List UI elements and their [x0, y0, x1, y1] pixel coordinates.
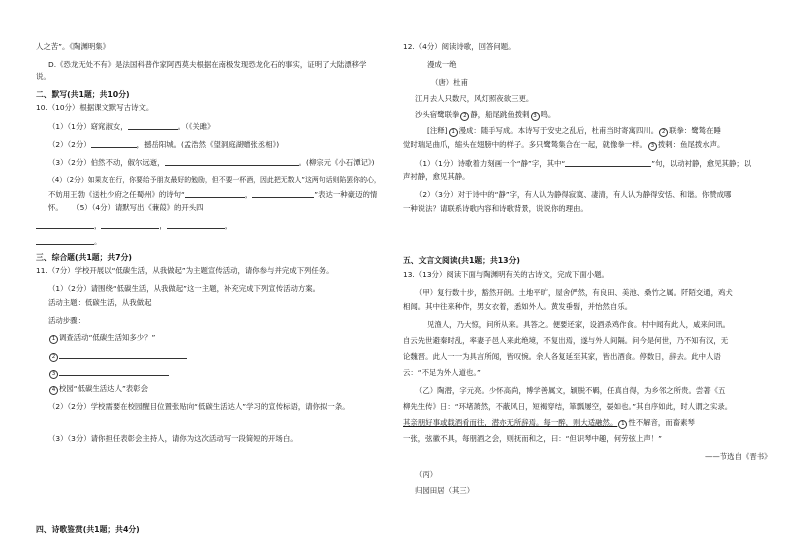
question-12-1-cont: 声衬静，愈见其静。	[403, 172, 470, 181]
passage-yi: 柳先生传》日：“环堵萧然，不蔽风日，短褐穿结，箪瓢屡空，晏如也。”其自序如此，时人谓之实录。	[403, 402, 733, 411]
section-3-heading: 三、综合题(共1题；共7分)	[36, 253, 132, 262]
answer-blank[interactable]	[101, 220, 159, 229]
passage-jia: 论魏晋。此人一一为具言所闻，皆叹惋。余人各复延至其家，皆出酒食。停数日，辞去。此中人语	[403, 352, 721, 361]
passage-bing-label: （丙）	[415, 470, 438, 479]
question-12-1: （1）（1分）诗歌着力刻画一个“静”字，其中“ ”句，以动衬静，愈见其静；以	[415, 159, 752, 168]
question-10-5: 怀。 （5）（4分）请默写出《蒹葭》的开头四	[48, 203, 204, 212]
question-10: 10.（10分）根据课文默写古诗文。	[36, 103, 154, 112]
answer-blank[interactable]	[59, 350, 187, 359]
answer-line-row: ， ， ，	[36, 220, 232, 231]
answer-blank[interactable]	[239, 157, 299, 166]
answer-blank[interactable]	[252, 189, 314, 198]
option-d: D.《恐龙无处不有》是法国科普作家阿西莫夫根据在南极发现恐龙化石的事实，证明了大陆漂移学	[48, 60, 367, 69]
question-10-2: （2）（2分） ，撼岳阳城。(孟浩然《望洞庭湖赠张丞相》)	[48, 140, 280, 149]
right-column	[397, 0, 794, 550]
step-2: 2	[48, 350, 187, 362]
poem-title: 漫成一绝	[427, 60, 457, 69]
activity-theme: 活动主题：低碳生活，从我做起	[48, 298, 152, 307]
passage-jia: （甲）复行数十步，豁然开朗。土地平旷，屋舍俨然，有良田、美池、桑竹之属。阡陌交通，鸡犬	[415, 288, 733, 297]
section-4-heading: 四、诗歌鉴赏(共1题；共4分)	[36, 525, 140, 534]
answer-blank[interactable]	[185, 189, 245, 198]
annotation: [注释] 1 漫成：随手写成。本诗写于安史之乱后，杜甫当时寄寓四川。 2 联拳：鹭鸶在睡	[427, 126, 721, 135]
poem-line-2: 沙头宿鹭联拳 2 静，船尾跳鱼拨剌 3 鸣。	[415, 110, 556, 119]
step-3: 3	[48, 367, 169, 379]
question-11-3: （3）（3分）请你担任表彰会主持人，请你为这次活动写一段简短的开场白。	[48, 434, 298, 443]
answer-blank[interactable]	[36, 236, 94, 245]
passage-jia: 见渔人，乃大惊，问所从来。具答之。便要还家，设酒杀鸡作食。村中闻有此人，咸来问讯。	[427, 320, 731, 329]
question-11: 11.（7分）学校开展以“低碳生活，从我做起”为主题宣传活动，请你参与并完成下列任务。	[36, 266, 334, 275]
question-12: 12.（4分）阅读诗歌，回答问题。	[403, 42, 516, 51]
section-2-heading: 二、默写(共1题；共10分)	[36, 90, 130, 99]
question-10-4-cont: 不妨用王勃《送杜少府之任蜀州》的诗句“ ， ”表达一种豪迈的情	[48, 190, 378, 199]
question-12-2: （2）（3分）对于诗中的“静”字，有人认为静得寂寞、凄清，有人认为静得安恬、和谐。你赞成哪	[415, 190, 732, 199]
passage-jia: 相闻。其中往来种作，男女衣着，悉如外人。黄发垂髫，并怡然自乐。	[403, 302, 633, 311]
poem-author: （唐）杜甫	[431, 78, 468, 87]
question-10-4: （4）（2分）如果友在行，你要给予朋友最好的勉励，但不要一杯酒，因此把无数人”这两句话则陷罢你的心，	[48, 176, 381, 184]
question-11-2: （2）（2分）学校需要在校园醒目位置张贴向“低碳生活达人”学习的宣传标语，请你拟一条。	[48, 402, 350, 411]
text-line: 人之苦”。《陶渊明集》	[36, 42, 111, 51]
answer-blank[interactable]	[91, 139, 137, 148]
answer-blank[interactable]	[165, 157, 239, 166]
answer-line-row: 。	[36, 236, 101, 247]
passage-jia: 自云先世避秦时乱，率妻子邑人来此绝境，不复出焉，遂与外人间隔。问今是何世，乃不知有汉，无	[403, 336, 729, 345]
passage-yi: 一张，弦徽不具，每朋酒之会，则抚而和之，曰：“但识琴中趣，何劳弦上声！”	[403, 434, 662, 443]
question-11-1: （1）（2分）请围绕“低碳生活，从我做起”这一主题，补充完成下列宣传活动方案。	[48, 284, 321, 293]
passage-yi: （乙）陶潜，字元亮。少怀高尚，博学善属文，颖脱不羁，任真自得，为乡邻之所贵。尝著《五	[415, 386, 726, 395]
answer-blank[interactable]	[36, 220, 94, 229]
answer-blank[interactable]	[565, 158, 651, 167]
section-5-heading: 五、文言文阅读(共1题；共13分)	[403, 256, 520, 265]
passage-yi: 其亲朋好事或载酒肴而往，潜亦无所辞焉。每一醉，则大适融然。 1 性不解音，而畜素琴	[403, 418, 695, 427]
question-13: 13.（13分）阅读下面与陶渊明有关的古诗文，完成下面小题。	[403, 270, 609, 279]
answer-blank[interactable]	[59, 367, 169, 376]
text-line: 说。	[36, 72, 51, 81]
question-12-2-cont: 一种说法？请联系诗歌内容和诗歌背景，说说你的理由。	[403, 204, 588, 213]
step-1: 1 调查活动“低碳生活知多少？”	[48, 333, 155, 344]
question-10-1: （1）（1分）窈窕淑女， 。（《关雎》	[48, 122, 215, 131]
poem-line-1: 江月去人只数尺，风灯照夜欲三更。	[415, 94, 534, 103]
answer-blank[interactable]	[128, 121, 178, 130]
activity-steps: 活动步骤：	[48, 316, 85, 325]
source-citation: ——节选自《晋书》	[705, 452, 772, 461]
question-10-3: （3）（2分）伯然不动，俶尔远逝， 。(柳宗元《小石潭记》)	[48, 158, 375, 167]
step-4: 4 校园“低碳生活达人”表彰会	[48, 384, 148, 395]
passage-bing-title: 归园田居（其三）	[415, 486, 475, 495]
passage-jia: 云：“不足为外人道也。”	[403, 368, 481, 377]
answer-blank[interactable]	[167, 220, 225, 229]
annotation-cont: 觉时瑞足曲爪，缩头在翅膀中的样子。多只鹭鸶集合在一起，就像拳一样。 3 拨剌：鱼尾拨水声。	[403, 140, 725, 149]
